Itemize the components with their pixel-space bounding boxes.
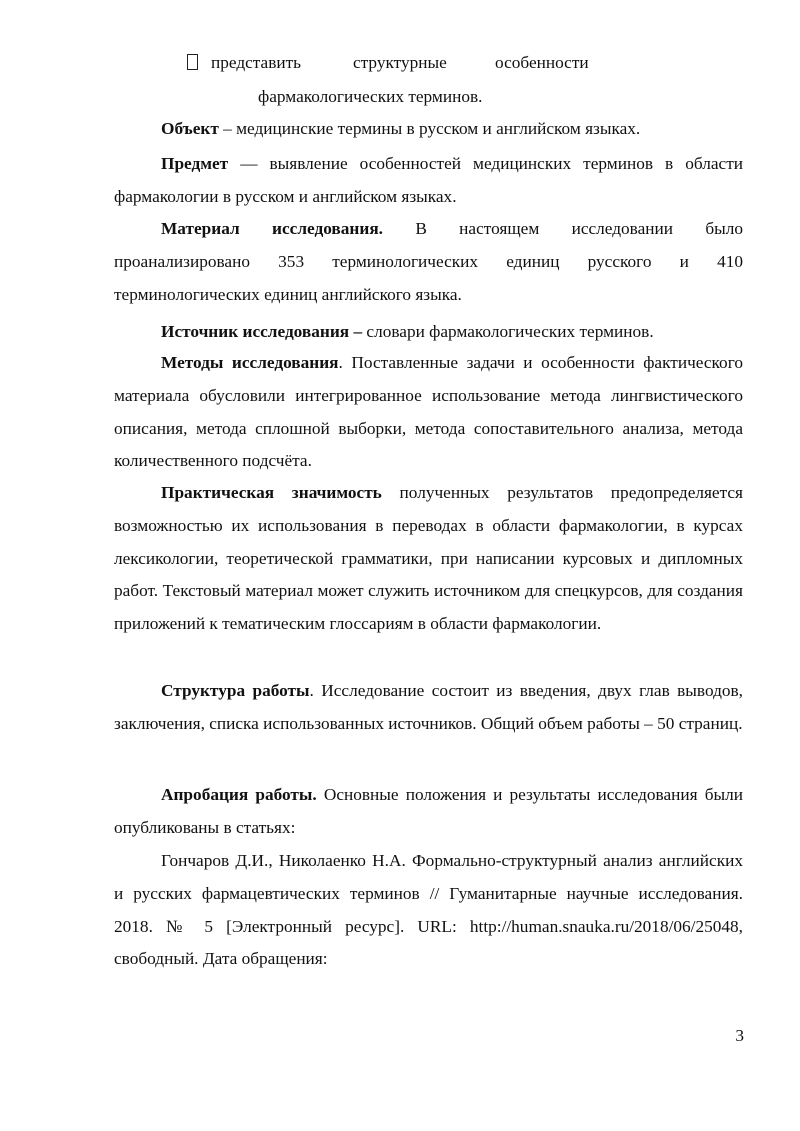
- paragraph-heading: Объект: [161, 119, 219, 138]
- bullet-word: особенности: [495, 53, 589, 72]
- page-number: 3: [735, 1026, 744, 1045]
- paragraph-heading: Источник исследования –: [161, 322, 363, 341]
- paragraph-text: Основные положения и результаты исследования были опубликованы в статьях:: [114, 785, 743, 837]
- paragraph-heading: Предмет: [161, 154, 229, 173]
- paragraph-heading: Практическая значимость: [161, 483, 382, 502]
- paragraph-text: . Поставленные задачи и особенности фактического материала обусловили интегрированное использование метода лингвистического описания, метода сплошной выборки, метода сопоставительного анализа, метода количественного подсчёта.: [114, 353, 743, 471]
- paragraph-material: [114, 213, 743, 311]
- paragraph-subject: [114, 148, 743, 214]
- paragraph-practical: [114, 477, 743, 641]
- paragraph-structure: [114, 675, 743, 741]
- paragraph-reference: [114, 845, 743, 976]
- bullet-continuation: фармакологических терминов.: [258, 87, 483, 106]
- paragraph-heading: Структура работы: [161, 681, 310, 700]
- paragraph-approbation: [114, 779, 743, 845]
- paragraph-text: Гончаров Д.И., Николаенко Н.А. Формально-структурный анализ английских и русских фармацевтических терминов // Гуманитарные научные исследования. 2018. № 5 [Электронный ресурс]. URL: http://human.snauka.ru/2018/06/25048, свободный. Дата обращения:: [114, 851, 743, 969]
- paragraph-text: словари фармакологических терминов.: [362, 322, 654, 341]
- paragraph-methods: [114, 347, 743, 478]
- paragraph-heading: Материал исследования.: [161, 219, 383, 238]
- bullet-list-item: [187, 50, 597, 76]
- paragraph-text: . Исследование состоит из введения, двух глав выводов, заключения, списка использованных источников. Общий объем работы – 50 страниц.: [114, 681, 744, 733]
- paragraph-text: — выявление особенностей медицинских терминов в области фармакологии в русском и английском языках.: [114, 154, 743, 206]
- bullet-word: структурные: [353, 53, 447, 72]
- paragraph-text: – медицинские термины в русском и английском языках.: [218, 119, 641, 138]
- bullet-word: представить: [211, 53, 302, 72]
- paragraph-heading: Апробация работы.: [161, 785, 317, 804]
- paragraph-source: [114, 316, 743, 349]
- paragraph-text: полученных результатов предопределяется возможностью их использования в переводах в области фармакологии, в курсах лексикологии, теоретической грамматики, при написании курсовых и дипломных работ. Текстовый материал может служить источником для спецкурсов, для создания приложений к тематическим глоссариям в области фармакологии.: [114, 483, 743, 634]
- paragraph-text: В настоящем исследовании было проанализировано 353 терминологических единиц русского и 410 терминологических единиц английского языка.: [114, 219, 744, 304]
- paragraph-object: [114, 113, 743, 146]
- paragraph-heading: Методы исследования: [161, 353, 339, 372]
- bullet-box-icon: [187, 54, 198, 70]
